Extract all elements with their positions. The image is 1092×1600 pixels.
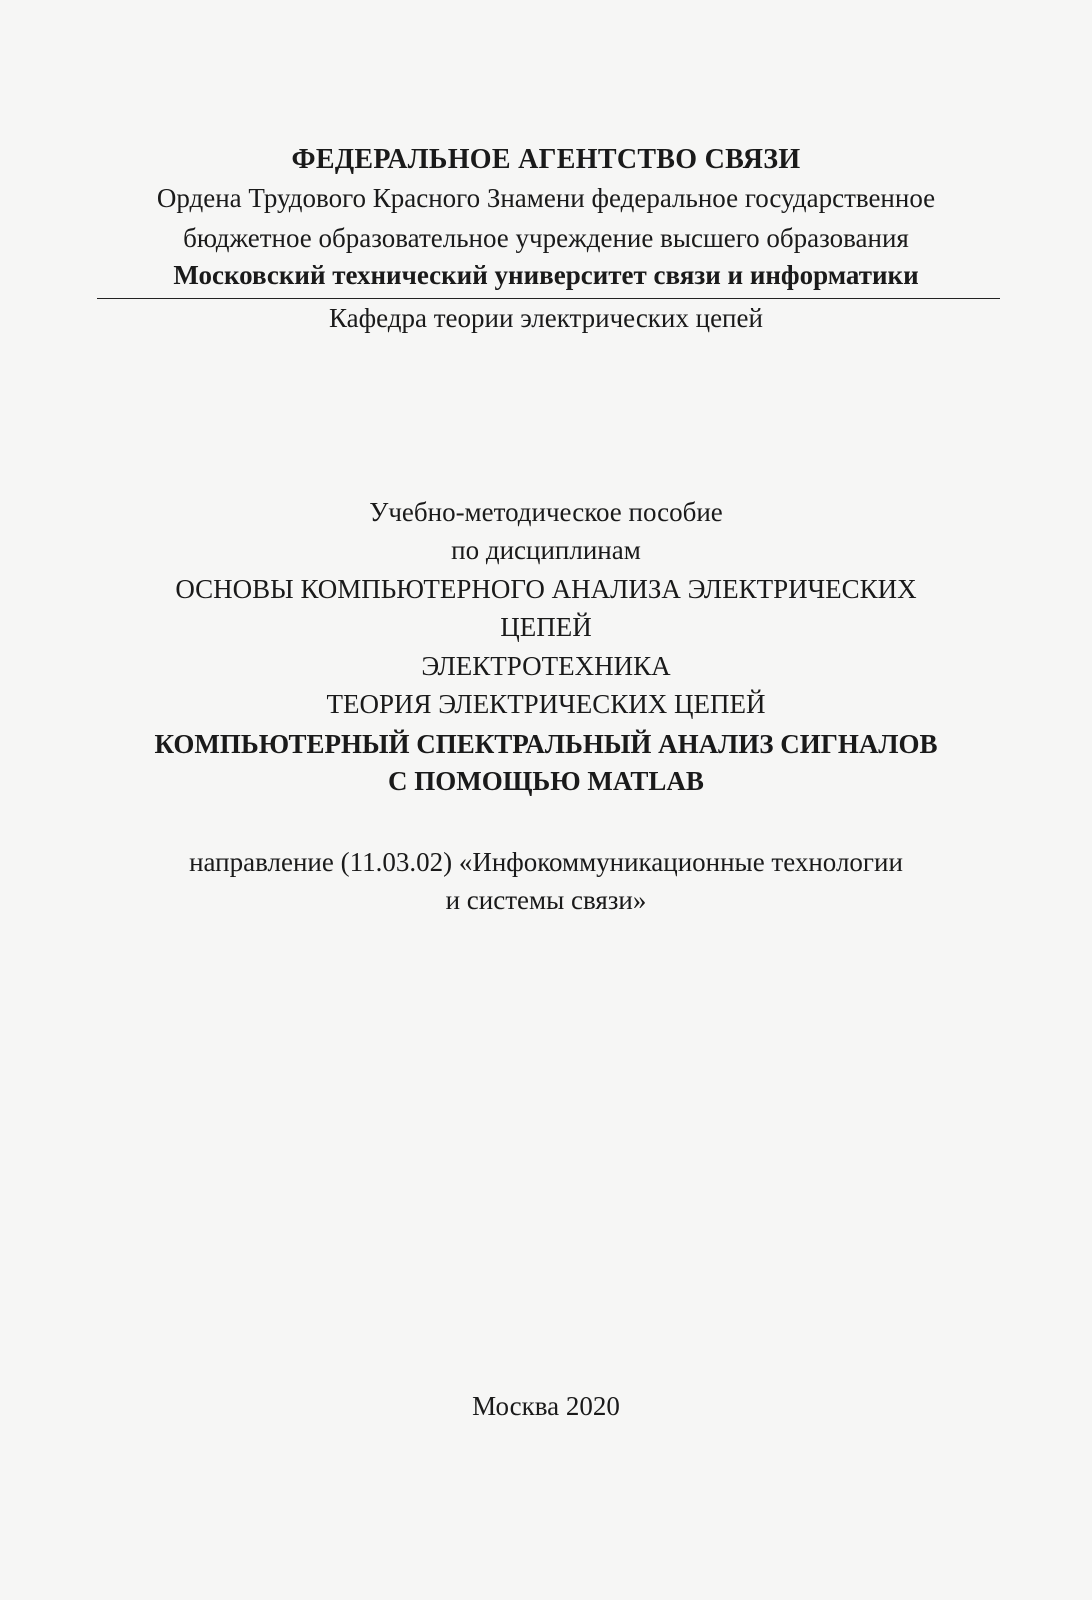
study-direction-line-2: и системы связи» <box>445 885 647 915</box>
discipline-2: ЭЛЕКТРОТЕХНИКА <box>421 651 671 681</box>
institution-line-2: бюджетное образовательное учреждение высшего образования <box>183 223 909 253</box>
study-direction-line-1: направление (11.03.02) «Инфокоммуникационные технологии <box>189 847 903 877</box>
publication-type: Учебно-методическое пособие <box>369 497 723 527</box>
university-name: Московский технический университет связи и информатики <box>173 260 919 290</box>
agency-name: ФЕДЕРАЛЬНОЕ АГЕНТСТВО СВЯЗИ <box>291 144 801 175</box>
header-divider <box>97 298 1000 299</box>
discipline-1-line-1: ОСНОВЫ КОМПЬЮТЕРНОГО АНАЛИЗА ЭЛЕКТРИЧЕСКИХ <box>175 574 917 604</box>
discipline-1-line-2: ЦЕПЕЙ <box>500 612 592 642</box>
document-title-line-2: С ПОМОЩЬЮ MATLAB <box>388 766 704 796</box>
document-title-line-1: КОМПЬЮТЕРНЫЙ СПЕКТРАЛЬНЫЙ АНАЛИЗ СИГНАЛОВ <box>154 729 938 759</box>
disciplines-intro: по дисциплинам <box>451 535 641 565</box>
department-name: Кафедра теории электрических цепей <box>329 303 763 333</box>
discipline-3: ТЕОРИЯ ЭЛЕКТРИЧЕСКИХ ЦЕПЕЙ <box>326 689 766 719</box>
institution-line-1: Ордена Трудового Красного Знамени федеральное государственное <box>156 183 936 213</box>
city-year: Москва 2020 <box>472 1391 620 1421</box>
